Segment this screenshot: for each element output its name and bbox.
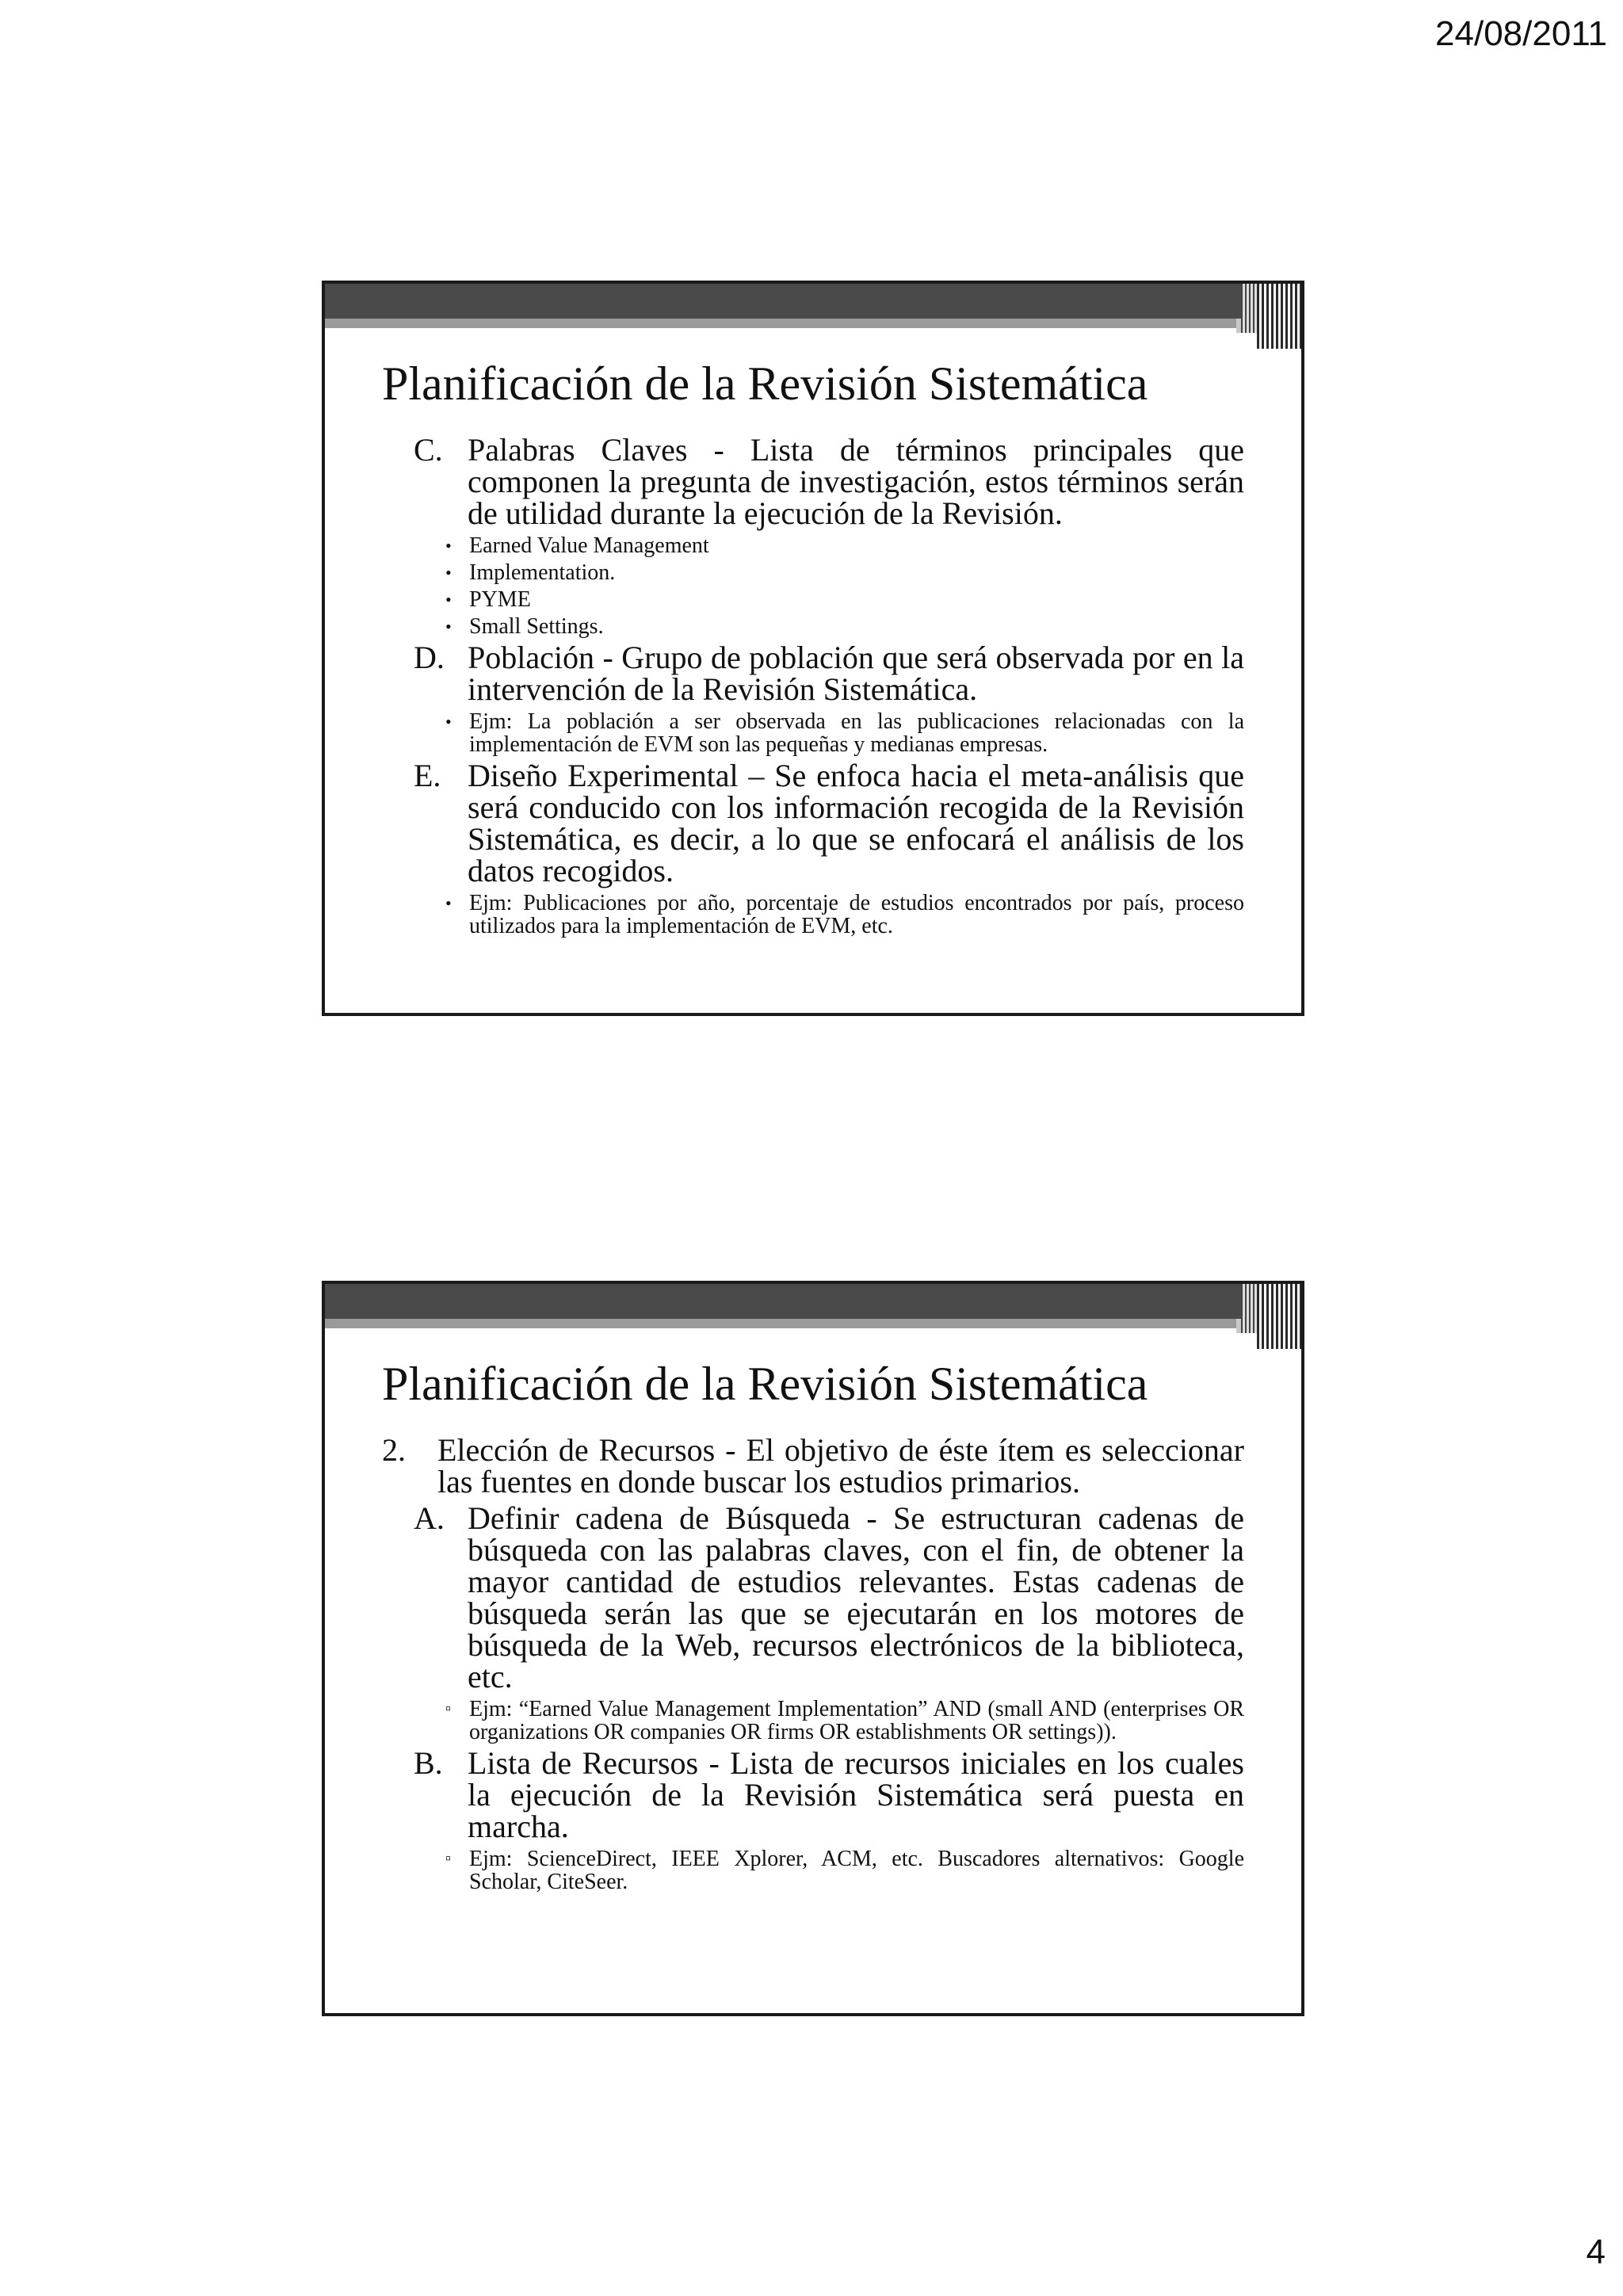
bullet-icon: • <box>445 536 452 556</box>
page-number: 4 <box>1586 2233 1606 2271</box>
nested-list <box>414 1500 1244 1894</box>
sub-item: • PYME <box>445 587 531 612</box>
sub-item: • Earned Value Management <box>445 533 709 558</box>
slide-content <box>414 434 1244 942</box>
list-item-e: E. Diseño Experimental – Se enfoca hacia el meta-análisis que será conducido con los información recogida de la Revisión Sistemática, es decir, a lo que se enfocará el análisis de los datos recogidos. <box>414 758 1244 888</box>
slide-1 <box>322 281 1304 1016</box>
page-date: 24/08/2011 <box>1435 14 1607 53</box>
slide-2 <box>322 1281 1304 2016</box>
list-item-2: 2. Elección de Recursos - El objetivo de éste ítem es seleccionar las fuentes en donde buscar los estudios primarios. <box>382 1432 1244 1499</box>
list-item-text: Población - Grupo de población que será observada por en la intervención de la Revisión Sistemática. <box>468 640 1244 707</box>
slide-title: Planificación de la Revisión Sistemática <box>382 1358 1148 1410</box>
slide-title: Planificación de la Revisión Sistemática <box>382 357 1148 410</box>
slide-header-decoration <box>325 284 1301 349</box>
bullet-icon: • <box>445 563 452 583</box>
square-bullet-icon: ▫ <box>445 1850 452 1867</box>
sub-item: • Small Settings. <box>445 614 604 639</box>
bullet-icon: • <box>445 617 452 636</box>
square-bullet-icon: ▫ <box>445 1700 452 1717</box>
sub-item: • Ejm: La población a ser observada en las publicaciones relacionadas con la implementación de EVM son las pequeñas y medianas empresas. <box>445 709 1244 757</box>
sub-item: ▫ Ejm: “Earned Value Management Implementation” AND (small AND (enterprises OR organizations OR companies OR firms OR establishments OR settings)). <box>445 1697 1244 1744</box>
list-item-a: A. Definir cadena de Búsqueda - Se estructuran cadenas de búsqueda con las palabras claves, con el fin, de obtener la mayor cantidad de estudios relevantes. Estas cadenas de búsqueda serán las que se ejecutarán en los motores de búsqueda de la Web, recursos electrónicos de la biblioteca, etc. <box>414 1500 1244 1694</box>
list-item-text: Elección de Recursos - El objetivo de éste ítem es seleccionar las fuentes en donde buscar los estudios primarios. <box>437 1432 1244 1499</box>
list-item-text: Lista de Recursos - Lista de recursos iniciales en los cuales la ejecución de la Revisión Sistemática será puesta en marcha. <box>468 1745 1244 1844</box>
sub-item: ▫ Ejm: ScienceDirect, IEEE Xplorer, ACM, etc. Buscadores alternativos: Google Scholar, CiteSeer. <box>445 1847 1244 1894</box>
list-item-text: Diseño Experimental – Se enfoca hacia el meta-análisis que será conducido con los información recogida de la Revisión Sistemática, es decir, a lo que se enfocará el análisis de los datos recogidos. <box>468 758 1244 888</box>
slide-content <box>382 1432 1244 1897</box>
list-item-d: D. Población - Grupo de población que será observada por en la intervención de la Revisión Sistemática. <box>414 640 1244 707</box>
list-item-b: B. Lista de Recursos - Lista de recursos iniciales en los cuales la ejecución de la Revisión Sistemática será puesta en marcha. <box>414 1745 1244 1844</box>
bullet-icon: • <box>445 712 452 732</box>
sub-item: • Implementation. <box>445 560 616 585</box>
slide-header-decoration <box>325 1284 1301 1349</box>
list-item-c: C. Palabras Claves - Lista de términos principales que componen la pregunta de investigación, estos términos serán de utilidad durante la ejecución de la Revisión. <box>414 432 1244 531</box>
list-item-text: Palabras Claves - Lista de términos principales que componen la pregunta de investigación, estos términos serán de utilidad durante la ejecución de la Revisión. <box>468 432 1244 531</box>
bullet-icon: • <box>445 590 452 609</box>
bullet-icon: • <box>445 893 452 913</box>
sub-item: • Ejm: Publicaciones por año, porcentaje de estudios encontrados por país, proceso utilizados para la implementación de EVM, etc. <box>445 891 1244 938</box>
list-item-text: Definir cadena de Búsqueda - Se estructuran cadenas de búsqueda con las palabras claves, con el fin, de obtener la mayor cantidad de estudios relevantes. Estas cadenas de búsqueda serán las que se ejecutarán en los motores de búsqueda de la Web, recursos electrónicos de la biblioteca, etc. <box>468 1500 1244 1694</box>
